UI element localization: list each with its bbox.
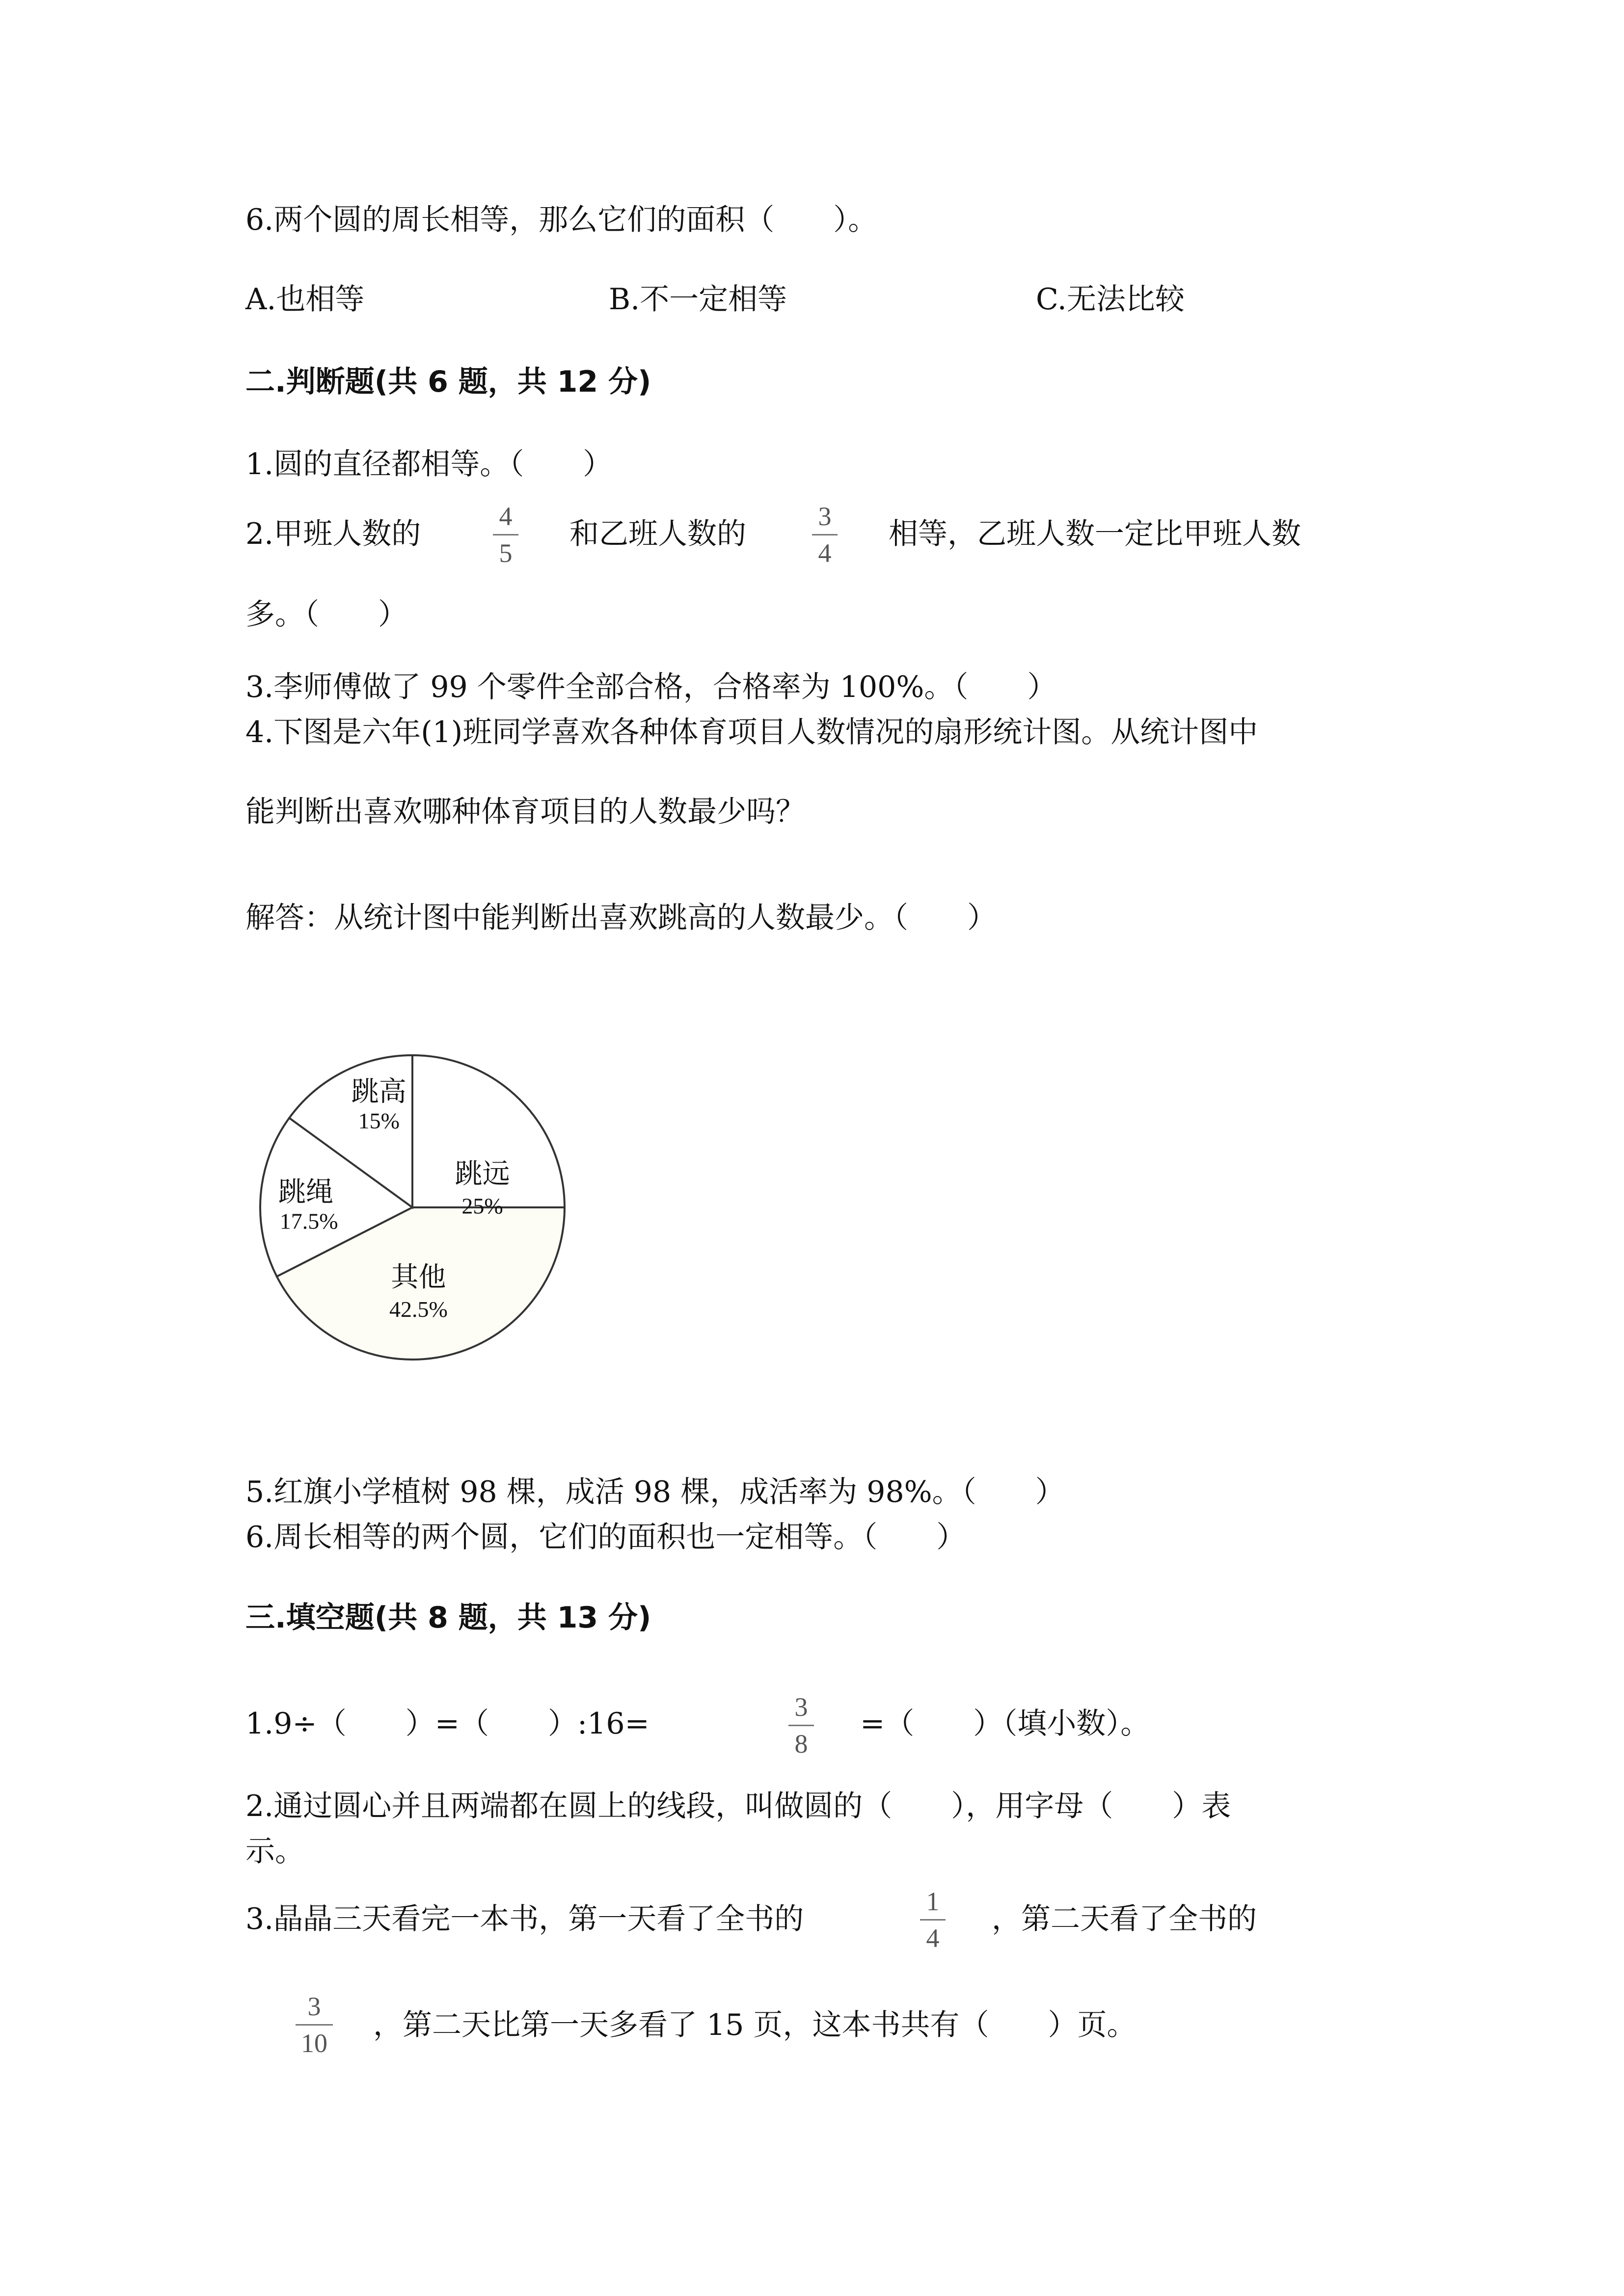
judgement-q2-line2: 多。（ ）	[245, 597, 407, 632]
fill-q3-line2: ，第二天比第一天多看了 15 页，这本书共有（ ）页。	[373, 2008, 1137, 2042]
fraction-3-8	[786, 1693, 816, 1758]
option-a: A.也相等	[245, 282, 365, 317]
fraction-numerator: 3	[307, 1992, 321, 2021]
judgement-q4-line1: 4.下图是六年(1)班同学喜欢各种体育项目人数情况的扇形统计图。从统计图中	[245, 715, 1258, 749]
judgement-q6: 6.周长相等的两个圆，它们的面积也一定相等。（ ）	[245, 1520, 966, 1554]
option-b: B.不一定相等	[609, 282, 787, 317]
fraction-3-4	[810, 503, 839, 567]
judgement-q3: 3.李师傅做了 99 个零件全部合格，合格率为 100%。（ ）	[245, 670, 1057, 704]
judgement-q4-line2: 能判断出喜欢哪种体育项目的人数最少吗？	[245, 795, 805, 829]
pie-value-label: 42.5%	[389, 1297, 448, 1322]
fill-q1-part2: =（ ）（填小数）。	[860, 1707, 1150, 1741]
fill-q3-part1: 3.晶晶三天看完一本书，第一天看了全书的	[245, 1902, 804, 1936]
judgement-q5: 5.红旗小学植树 98 棵，成活 98 棵，成活率为 98%。（ ）	[245, 1475, 1065, 1509]
section-heading-judgement: 二.判断题(共 6 题，共 12 分)	[245, 365, 651, 399]
section-heading-fill-in: 三.填空题(共 8 题，共 13 分)	[245, 1601, 651, 1635]
fill-q1-part1: 1.9÷（ ）=（ ）:16=	[245, 1707, 650, 1741]
fraction-4-5	[491, 503, 520, 567]
judgement-q2-part2: 和乙班人数的	[569, 517, 746, 551]
pie-category-label: 跳远	[455, 1158, 510, 1190]
fraction-numerator: 3	[818, 502, 832, 531]
fraction-denominator: 10	[301, 2029, 327, 2058]
fraction-numerator: 1	[926, 1887, 940, 1916]
pie-category-label: 跳绳	[278, 1176, 333, 1208]
fraction-bar	[788, 1725, 814, 1726]
pie-value-label: 25%	[461, 1193, 503, 1219]
pie-category-label: 其他	[391, 1261, 446, 1294]
judgement-q4-answer: 解答：从统计图中能判断出喜欢跳高的人数最少。（ ）	[245, 901, 997, 935]
fraction-denominator: 4	[926, 1923, 940, 1953]
fill-q2-line1: 2.通过圆心并且两端都在圆上的线段，叫做圆的（ ），用字母（ ）表	[245, 1789, 1231, 1823]
fraction-1-4	[918, 1888, 947, 1952]
pie-category-label: 跳高	[351, 1076, 406, 1108]
fraction-bar	[493, 534, 518, 535]
fill-q2-line2: 示。	[245, 1834, 304, 1869]
judgement-q2-part1: 2.甲班人数的	[245, 517, 421, 551]
fill-q3-part2: ，第二天看了全书的	[992, 1902, 1257, 1936]
question-text: 6.两个圆的周长相等，那么它们的面积（ ）。	[245, 203, 878, 237]
pie-value-label: 15%	[358, 1108, 400, 1133]
option-c: C.无法比较	[1036, 282, 1185, 317]
pie-value-label: 17.5%	[279, 1208, 338, 1234]
fraction-bar	[296, 2024, 333, 2026]
fraction-numerator: 3	[794, 1692, 808, 1722]
pie-chart	[255, 1045, 579, 1369]
judgement-q1: 1.圆的直径都相等。（ ）	[245, 447, 613, 481]
judgement-q2-part3: 相等，乙班人数一定比甲班人数	[889, 517, 1301, 551]
fraction-denominator: 4	[818, 538, 832, 568]
fraction-bar	[812, 534, 838, 535]
fraction-3-10	[294, 1993, 335, 2057]
fraction-denominator: 8	[794, 1729, 808, 1759]
fraction-denominator: 5	[499, 538, 513, 568]
fraction-numerator: 4	[499, 502, 513, 531]
fraction-bar	[920, 1919, 946, 1921]
